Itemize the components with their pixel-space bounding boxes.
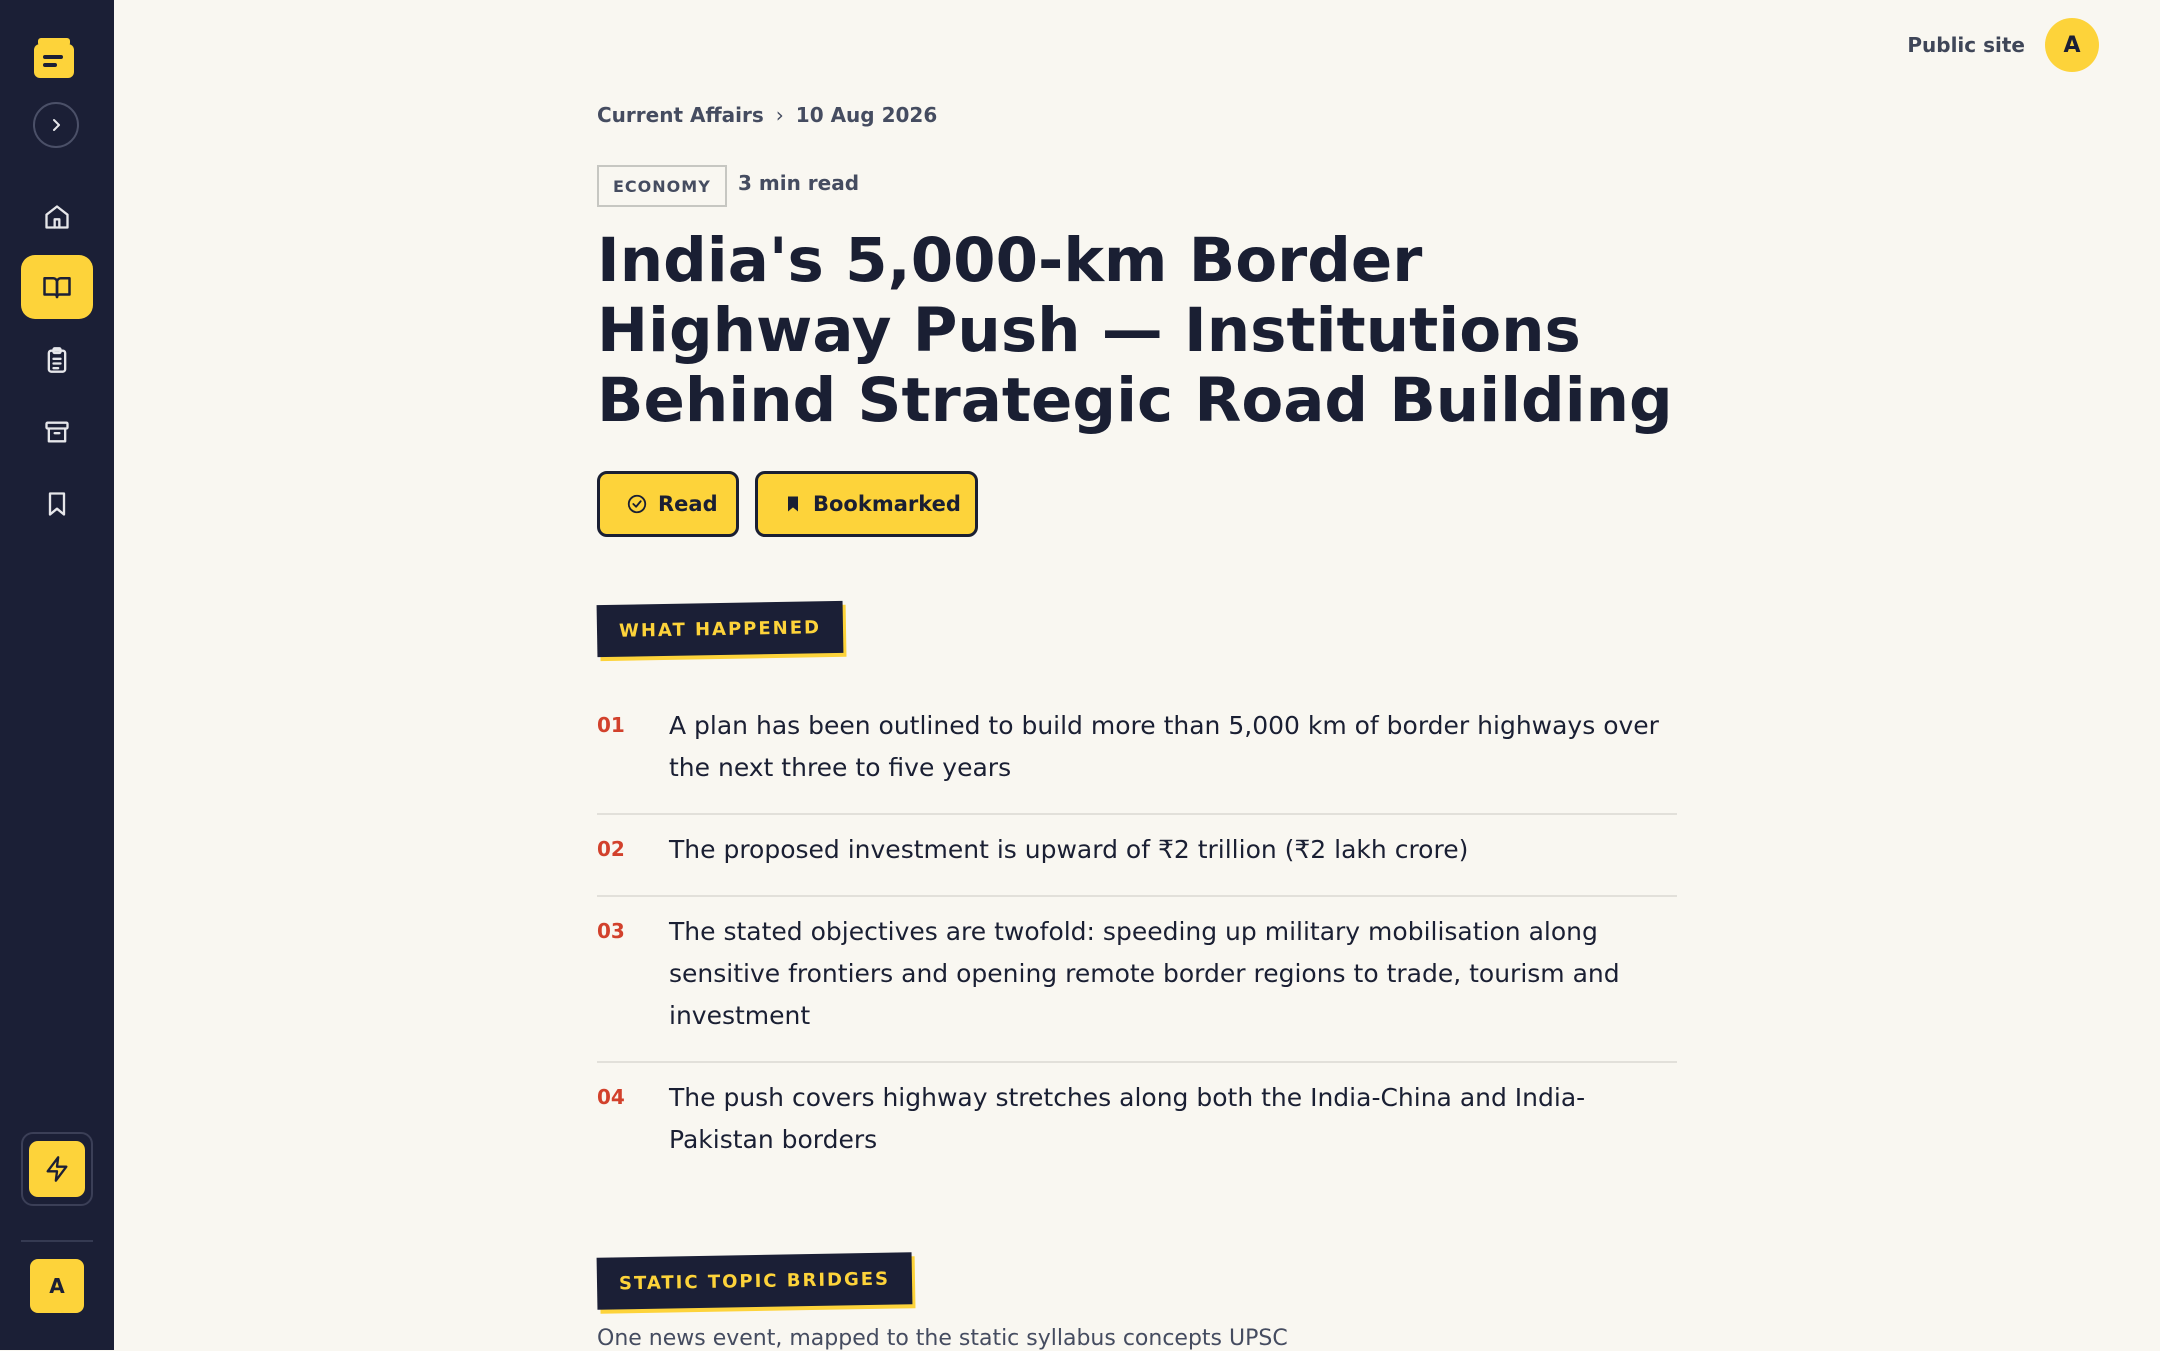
quick-action-container — [21, 1132, 93, 1206]
point-text: A plan has been outlined to build more than 5,000 km of border highways over the next three to five years — [669, 711, 1659, 782]
book-open-icon — [42, 272, 72, 302]
bookmark-button[interactable] — [755, 471, 978, 537]
clipboard-icon — [43, 346, 71, 374]
article-title: India's 5,000-km Border Highway Push — Institutions Behind Strategic Road Building — [597, 225, 1673, 436]
sidebar-divider — [21, 1240, 93, 1242]
nav-archive[interactable] — [21, 400, 93, 464]
archive-icon — [43, 418, 71, 446]
bookmark-icon — [43, 490, 71, 518]
lightning-icon — [43, 1155, 71, 1183]
public-site-link[interactable]: Public site — [1907, 33, 2025, 57]
point-text: The push covers highway stretches along both the India-China and India-Pakistan borders — [669, 1083, 1586, 1154]
breadcrumb-section[interactable]: Current Affairs — [597, 103, 764, 127]
point-number: 04 — [597, 1085, 625, 1109]
point-number: 02 — [597, 837, 625, 861]
mark-read-button[interactable] — [597, 471, 739, 537]
chevron-right-icon — [48, 117, 64, 133]
point-text: The proposed investment is upward of ₹2 trillion (₹2 lakh crore) — [669, 835, 1469, 864]
static-topic-bridges-heading: STATIC TOPIC BRIDGES — [597, 1252, 913, 1309]
what-happened-heading: WHAT HAPPENED — [597, 601, 844, 657]
category-tag: ECONOMY — [597, 165, 727, 207]
list-item — [597, 691, 1677, 815]
nav-current-affairs[interactable] — [21, 255, 93, 319]
read-label: Read — [658, 492, 718, 516]
nav-bookmarks[interactable] — [21, 472, 93, 536]
point-number: 03 — [597, 919, 625, 943]
what-happened-list — [597, 691, 1677, 1185]
bookmark-filled-icon — [783, 493, 803, 515]
sidebar — [0, 0, 114, 1350]
bookmark-label: Bookmarked — [813, 492, 961, 516]
user-avatar[interactable]: A — [2045, 18, 2099, 72]
app-logo-icon[interactable] — [34, 38, 74, 80]
point-text: The stated objectives are twofold: speeding up military mobilisation along sensitive frontiers and opening remote border regions to trade, tourism and investment — [669, 917, 1620, 1030]
read-time: 3 min read — [738, 171, 860, 195]
sidebar-avatar[interactable]: A — [30, 1259, 84, 1313]
list-item — [597, 1063, 1677, 1185]
home-icon — [43, 203, 71, 231]
nav-tests[interactable] — [21, 328, 93, 392]
check-circle-icon — [626, 493, 648, 515]
list-item — [597, 815, 1677, 897]
breadcrumb — [597, 103, 937, 127]
nav-home[interactable] — [21, 185, 93, 249]
list-item — [597, 897, 1677, 1063]
quick-action-button[interactable] — [29, 1141, 85, 1197]
breadcrumb-date: 10 Aug 2026 — [795, 103, 938, 127]
static-topic-bridges-subtext: One news event, mapped to the static syllabus concepts UPSC — [597, 1326, 1288, 1351]
breadcrumb-separator: › — [775, 103, 784, 127]
point-number: 01 — [597, 713, 625, 737]
expand-sidebar-button[interactable] — [33, 102, 79, 148]
